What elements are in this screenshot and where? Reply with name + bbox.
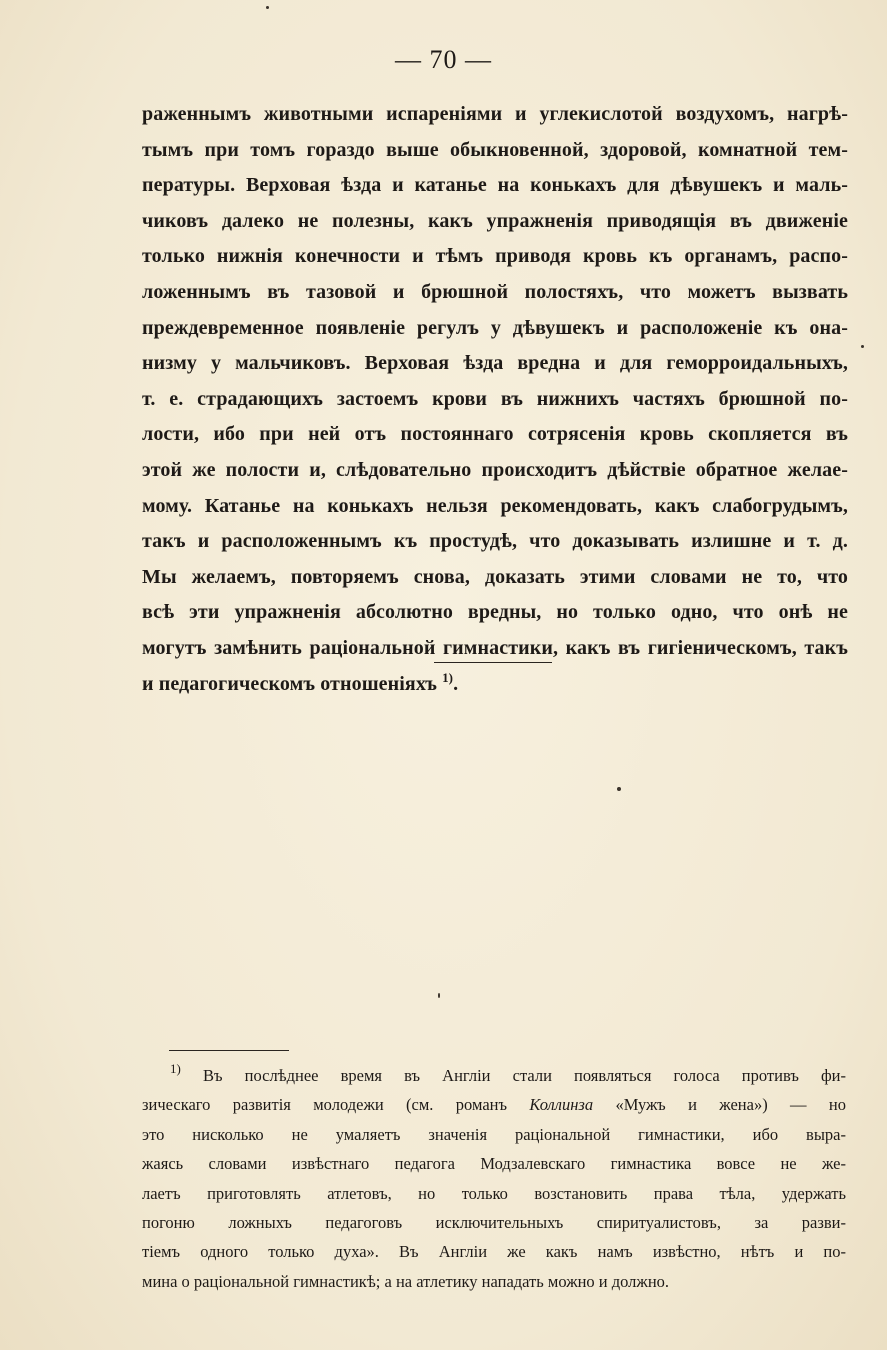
- ink-speck: [617, 787, 621, 791]
- footnote-text: зическаго развитія молодежи (см. романъ: [142, 1095, 508, 1115]
- footnote-line: это нисколько не умаляетъ значенія раціональной гимнастики, ибо выра-: [142, 1124, 846, 1144]
- footnote-block: [142, 1061, 846, 1296]
- section-separator-rule: [434, 662, 552, 663]
- footnote-line: тіемъ одного только духа». Въ Англіи же какъ намъ извѣстно, нѣтъ и по-: [142, 1242, 846, 1262]
- footnote-line: [142, 1061, 846, 1090]
- text-line: этой же полости и, слѣдовательно происходитъ дѣйствіе обратное желае-: [142, 458, 848, 481]
- text-line-content: и педагогическомъ отношеніяхъ: [142, 672, 437, 695]
- text-line: мому. Катанье на конькахъ нельзя рекомендовать, какъ слабогрудымъ,: [142, 494, 848, 517]
- footnote-line: [142, 1090, 846, 1119]
- text-line: такъ и расположеннымъ къ простудѣ, что доказывать излишне и т. д.: [142, 530, 848, 553]
- footnote-line: лаетъ приготовлять атлетовъ, но только возстановить права тѣла, удержать: [142, 1183, 846, 1203]
- footnote-line: мина о раціональной гимнастикѣ; а на атлетику нападать можно и должно.: [142, 1271, 670, 1291]
- footnote-marker: 1): [170, 1061, 181, 1076]
- text-line: Мы желаемъ, повторяемъ снова, доказать этими словами не то, что: [142, 565, 848, 588]
- text-line: лости, ибо при ней отъ постояннаго сотрясенія кровь скопляется въ: [142, 423, 848, 446]
- footnote-line: жаясь словами извѣстнаго педагога Модзалевскаго гимнастика вовсе не же-: [142, 1154, 846, 1174]
- text-line: только нижнія конечности и тѣмъ приводя кровь къ органамъ, распо-: [142, 245, 848, 268]
- ink-speck: [266, 6, 269, 9]
- text-line: чиковъ далеко не полезны, какъ упражненія приводящія въ движеніе: [142, 209, 848, 232]
- ink-speck: [861, 345, 864, 348]
- text-line: низму у мальчиковъ. Верховая ѣзда вредна и для геморроидальныхъ,: [142, 352, 848, 375]
- page-number: — 70 —: [395, 45, 492, 74]
- text-line: т. е. страдающихъ застоемъ крови въ нижнихъ частяхъ брюшной по-: [142, 387, 848, 410]
- footnote-rule: [169, 1050, 289, 1051]
- main-text-block: [142, 97, 848, 702]
- footnote-author: Коллинза: [529, 1095, 594, 1115]
- text-line: пературы. Верховая ѣзда и катанье на конькахъ для дѣвушекъ и маль-: [142, 174, 848, 197]
- text-line: преждевременное появленіе регулъ у дѣвушекъ и расположеніе къ она-: [142, 316, 848, 339]
- text-line-last: и педагогическомъ отношеніяхъ $^{1)}$.: [142, 669, 459, 695]
- footnote-text: Въ послѣднее время въ Англіи стали появляться голоса противъ фи-: [202, 1066, 846, 1085]
- footnote-text: «Мужъ и жена») — но: [615, 1095, 847, 1115]
- text-line: могутъ замѣнить раціональной гимнастики, какъ въ гигіеническомъ, такъ: [142, 636, 848, 659]
- footnote-line: погоню ложныхъ педагоговъ исключительныхъ спиритуалистовъ, за разви-: [142, 1212, 846, 1232]
- text-line: раженнымъ животными испареніями и углекислотой воздухомъ, нагрѣ-: [142, 103, 848, 125]
- ink-speck: [438, 993, 440, 998]
- text-line: всѣ эти упражненія абсолютно вредны, но только одно, что онѣ не: [142, 601, 848, 624]
- text-line: тымъ при томъ гораздо выше обыкновенной, здоровой, комнатной тем-: [142, 138, 848, 161]
- footnote-reference[interactable]: 1): [442, 669, 454, 685]
- text-line: ложеннымъ въ тазовой и брюшной полостяхъ, что можетъ вызвать: [142, 280, 848, 303]
